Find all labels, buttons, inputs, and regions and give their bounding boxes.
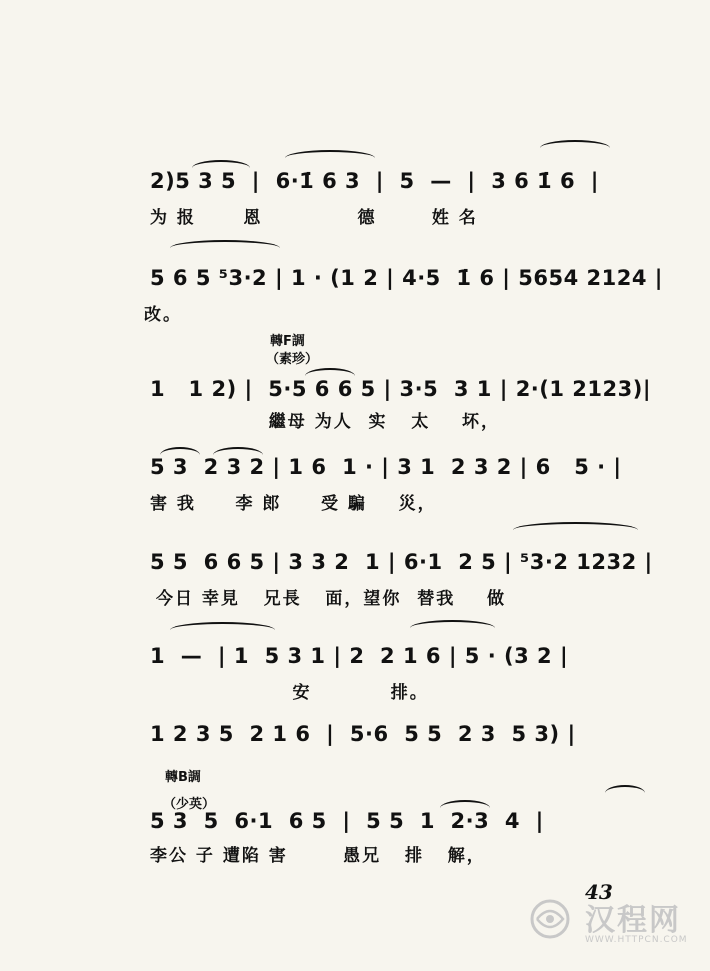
watermark-logo-icon [525, 897, 575, 942]
staff-row-7 [150, 718, 650, 798]
lyric-line: 改。 [144, 305, 182, 325]
staff-row-5 [150, 546, 653, 626]
notation-line: 2)5 3 5 | 6·1̇ 6 3 | 5 — | 3 6 1̇ 6 | [150, 169, 599, 193]
key-change-marker: 轉B調 [165, 770, 201, 785]
notation-line: 5 5 6 6 5 | 3 3 2 1 | 6·1 2 5 | ⁵3·2 1232 | [150, 550, 653, 574]
lyric-line: 繼母 为人 实 太 坏， [150, 412, 500, 432]
slur-mark [440, 800, 490, 808]
lyric-line: 安 排。 [150, 683, 429, 703]
watermark-text: 汉程网 [585, 903, 681, 938]
slur-mark [305, 368, 355, 376]
staff-row-6 [150, 640, 650, 720]
page-number: 43 [585, 880, 613, 904]
notation-line: 5 6 5 ⁵3·2 | 1 · (1 2 | 4·5 1̇ 6 | 5654 2124 | [150, 266, 663, 290]
watermark-url: WWW.HTTPCN.COM [585, 935, 688, 945]
lyric-line: 李公 子 遭陷 害 愚兄 排 解， [150, 846, 486, 866]
staff-row-2 [144, 262, 663, 342]
key-change-marker: 轉F調 [270, 334, 305, 349]
slur-mark [192, 160, 250, 168]
notation-line: 1 — | 1 5 3 1 | 2 2 1 6 | 5 · (3 2 | [150, 644, 569, 668]
staff-row-3 [150, 373, 650, 453]
notation-line: 1 2 3 5 2 1 6 | 5·6 5 5 2 3 5 3) | [150, 722, 576, 746]
lyric-line: 为 报 恩 德 姓 名 [150, 208, 478, 228]
watermark [525, 895, 695, 950]
notation-line: 5 3 5 6·1 6 5 | 5 5 1 2·3 4 | [150, 809, 544, 833]
notation-line: 1 1 2) | 5·5 6 6 5 | 3·5 3 1 | 2·(1 2123)| [150, 377, 652, 401]
role-marker: （素珍） [266, 352, 319, 367]
staff-row-8 [150, 805, 650, 885]
role-marker: （少英） [163, 797, 216, 812]
lyric-line: 今日 幸見 兄長 面，望你 替我 做 [156, 589, 506, 609]
slur-mark [285, 150, 375, 158]
notation-line: 5 3 2 3 2 | 1 6 1 · | 3 1 2 3 2 | 6 5 · | [150, 455, 622, 479]
staff-row-4 [150, 451, 650, 531]
staff-row-1 [150, 165, 650, 245]
lyric-line: 害 我 李 郎 受 騙 災， [150, 494, 437, 514]
slur-mark [540, 140, 610, 148]
